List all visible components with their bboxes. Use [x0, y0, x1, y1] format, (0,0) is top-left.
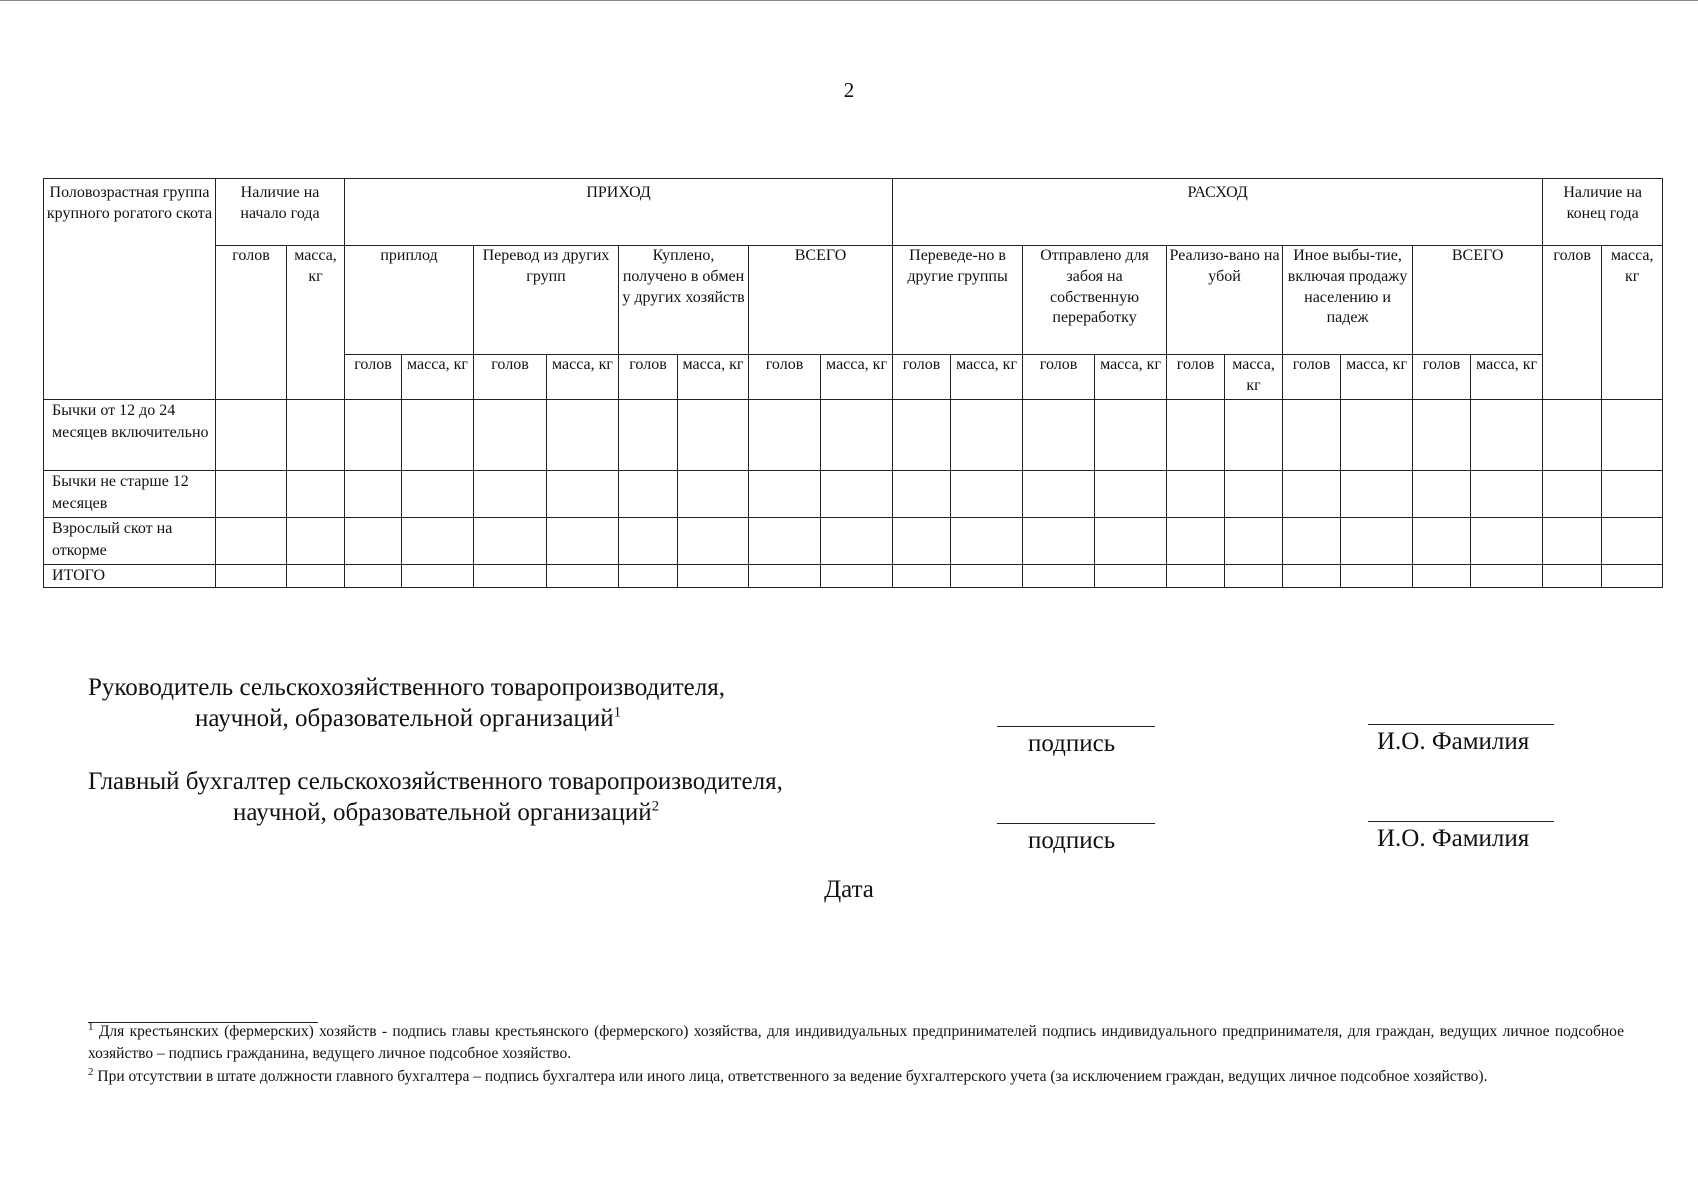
data-cell[interactable]	[474, 565, 547, 588]
data-cell[interactable]	[402, 471, 474, 518]
data-cell[interactable]	[345, 471, 402, 518]
data-cell[interactable]	[1023, 565, 1095, 588]
head-title	[88, 672, 908, 735]
data-cell[interactable]	[1341, 471, 1413, 518]
accountant-footnote-mark: 2	[651, 798, 660, 815]
header-income-birth: приплод	[345, 246, 474, 355]
header-golov: голов	[1413, 355, 1471, 400]
header-expense: РАСХОД	[893, 179, 1543, 246]
header-golov: голов	[345, 355, 402, 400]
accountant-title-line2: научной, образовательной организаций	[233, 799, 652, 827]
table-row	[44, 471, 1663, 518]
row-label: Бычки не старше 12 месяцев	[44, 471, 216, 518]
header-expense-slaughter: Отправлено для забоя на собственную переработку	[1023, 246, 1167, 355]
data-cell[interactable]	[216, 400, 287, 471]
header-massa: масса, кг	[547, 355, 619, 400]
data-cell[interactable]	[749, 518, 821, 565]
data-cell[interactable]	[1543, 518, 1602, 565]
row-label: Взрослый скот на откорме	[44, 518, 216, 565]
data-cell[interactable]	[893, 565, 951, 588]
data-cell[interactable]	[1023, 518, 1095, 565]
header-golov: голов	[1167, 355, 1225, 400]
data-cell[interactable]	[1023, 400, 1095, 471]
footnote-2-text: При отсутствии в штате должности главного бухгалтера – подпись бухгалтера или иного лица, ответственного за ведение бухгалтерского учета (за исключением граждан, ведущих личное подсобное хозяйство).	[93, 1068, 1488, 1086]
data-cell[interactable]	[1167, 518, 1225, 565]
header-start-massa: масса, кг	[287, 246, 345, 400]
table-row	[44, 518, 1663, 565]
data-cell[interactable]	[1225, 400, 1283, 471]
top-rule	[0, 0, 1698, 1]
data-cell[interactable]	[951, 400, 1023, 471]
data-cell[interactable]	[402, 565, 474, 588]
data-cell[interactable]	[1095, 518, 1167, 565]
accountant-title	[88, 766, 908, 829]
data-cell[interactable]	[1095, 565, 1167, 588]
header-income-bought: Куплено, получено в обмен у других хозяйств	[619, 246, 749, 355]
data-cell[interactable]	[1471, 565, 1543, 588]
header-massa: масса, кг	[1095, 355, 1167, 400]
accountant-name-caption: И.О. Фамилия	[1377, 825, 1530, 852]
data-cell[interactable]	[678, 565, 749, 588]
row-label: Бычки от 12 до 24 месяцев включительно	[44, 400, 216, 471]
data-cell[interactable]	[287, 518, 345, 565]
head-name-line[interactable]	[1368, 724, 1554, 725]
data-cell[interactable]	[1471, 471, 1543, 518]
data-cell[interactable]	[1167, 400, 1225, 471]
header-massa: масса, кг	[951, 355, 1023, 400]
data-cell[interactable]	[1471, 518, 1543, 565]
header-golov: голов	[1023, 355, 1095, 400]
data-cell[interactable]	[216, 471, 287, 518]
data-cell[interactable]	[1095, 400, 1167, 471]
data-cell[interactable]	[1167, 471, 1225, 518]
livestock-table-container	[43, 178, 1660, 588]
head-footnote-mark: 1	[613, 704, 622, 721]
data-cell[interactable]	[619, 518, 678, 565]
header-expense-transferred: Переведе-но в другие группы	[893, 246, 1023, 355]
head-signature-line[interactable]	[997, 726, 1155, 727]
footnote-2	[88, 1065, 1624, 1088]
header-end-massa: масса, кг	[1602, 246, 1663, 400]
data-cell[interactable]	[1095, 471, 1167, 518]
data-cell[interactable]	[287, 400, 345, 471]
data-cell[interactable]	[821, 518, 893, 565]
data-cell[interactable]	[821, 471, 893, 518]
data-cell[interactable]	[678, 471, 749, 518]
data-cell[interactable]	[1341, 565, 1413, 588]
data-cell[interactable]	[1283, 400, 1341, 471]
data-cell[interactable]	[1602, 400, 1663, 471]
header-income: ПРИХОД	[345, 179, 893, 246]
data-cell[interactable]	[1341, 518, 1413, 565]
data-cell[interactable]	[619, 565, 678, 588]
header-massa: масса, кг	[821, 355, 893, 400]
footnote-2-mark: 2	[88, 1066, 94, 1079]
header-income-transfer: Перевод из других групп	[474, 246, 619, 355]
data-cell[interactable]	[287, 565, 345, 588]
data-cell[interactable]	[893, 518, 951, 565]
data-cell[interactable]	[821, 565, 893, 588]
data-cell[interactable]	[678, 518, 749, 565]
header-massa: масса, кг	[1225, 355, 1283, 400]
header-income-total: ВСЕГО	[749, 246, 893, 355]
header-start-golov: голов	[216, 246, 287, 400]
header-golov: голов	[749, 355, 821, 400]
data-cell[interactable]	[1413, 471, 1471, 518]
data-cell[interactable]	[893, 471, 951, 518]
data-cell[interactable]	[547, 518, 619, 565]
header-expense-sold: Реализо-вано на убой	[1167, 246, 1283, 355]
data-cell[interactable]	[345, 400, 402, 471]
data-cell[interactable]	[1543, 400, 1602, 471]
data-cell[interactable]	[402, 400, 474, 471]
data-cell[interactable]	[287, 471, 345, 518]
data-cell[interactable]	[1602, 518, 1663, 565]
header-massa: масса, кг	[402, 355, 474, 400]
data-cell[interactable]	[1543, 471, 1602, 518]
header-start: Наличие на начало года	[216, 179, 345, 246]
data-cell[interactable]	[951, 518, 1023, 565]
data-cell[interactable]	[547, 565, 619, 588]
header-golov: голов	[474, 355, 547, 400]
data-cell[interactable]	[345, 518, 402, 565]
footnote-1-text: Для крестьянских (фермерских) хозяйств - подпись главы крестьянского (фермерского) хозяйства, для индивидуальных предпринимателей подпись индивидуального предпринимателя, для граждан, ведущих личное подсобное хозяйство – подпись гражданина, ведущего личное подсобное хозяйство.	[88, 1023, 1624, 1063]
data-cell[interactable]	[619, 471, 678, 518]
data-cell[interactable]	[1225, 565, 1283, 588]
accountant-signature-line[interactable]	[997, 823, 1155, 824]
footnotes	[88, 1020, 1624, 1088]
data-cell[interactable]	[216, 565, 287, 588]
data-cell[interactable]	[1341, 400, 1413, 471]
data-cell[interactable]	[1225, 471, 1283, 518]
data-cell[interactable]	[1413, 565, 1471, 588]
data-cell[interactable]	[951, 471, 1023, 518]
data-cell[interactable]	[474, 400, 547, 471]
data-cell[interactable]	[821, 400, 893, 471]
data-cell[interactable]	[1283, 471, 1341, 518]
data-cell[interactable]	[749, 565, 821, 588]
page-number: 2	[843, 78, 855, 102]
data-cell[interactable]	[678, 400, 749, 471]
header-massa: масса, кг	[678, 355, 749, 400]
data-cell[interactable]	[1413, 518, 1471, 565]
header-massa: масса, кг	[1341, 355, 1413, 400]
header-end: Наличие на конец года	[1543, 179, 1663, 246]
data-cell[interactable]	[1283, 518, 1341, 565]
data-cell[interactable]	[893, 400, 951, 471]
head-title-line2-wrap	[88, 703, 908, 734]
data-cell[interactable]	[1413, 400, 1471, 471]
livestock-movement-table	[43, 178, 1663, 588]
header-golov: голов	[619, 355, 678, 400]
header-group: Половозрастная группа крупного рогатого скота	[44, 179, 216, 400]
header-massa: масса, кг	[1471, 355, 1543, 400]
data-cell[interactable]	[345, 565, 402, 588]
table-row-total	[44, 565, 1663, 588]
header-expense-other: Иное выбы-тие, включая продажу населению и падеж	[1283, 246, 1413, 355]
accountant-name-line[interactable]	[1368, 821, 1554, 822]
data-cell[interactable]	[1023, 471, 1095, 518]
data-cell[interactable]	[547, 471, 619, 518]
data-cell[interactable]	[749, 400, 821, 471]
data-cell[interactable]	[474, 471, 547, 518]
data-cell[interactable]	[1602, 471, 1663, 518]
head-name-caption: И.О. Фамилия	[1377, 728, 1530, 755]
data-cell[interactable]	[474, 518, 547, 565]
row-label-total: ИТОГО	[44, 565, 216, 588]
footnote-1	[88, 1020, 1624, 1065]
header-golov: голов	[1283, 355, 1341, 400]
accountant-title-line1: Главный бухгалтер сельскохозяйственного товаропроизводителя,	[88, 768, 783, 795]
head-title-line1: Руководитель сельскохозяйственного товаропроизводителя,	[88, 674, 725, 701]
date-label: Дата	[824, 876, 874, 903]
footnote-1-mark: 1	[88, 1021, 94, 1033]
header-end-golov: голов	[1543, 246, 1602, 400]
data-cell[interactable]	[402, 518, 474, 565]
data-cell[interactable]	[1602, 565, 1663, 588]
data-cell[interactable]	[1225, 518, 1283, 565]
data-cell[interactable]	[1167, 565, 1225, 588]
header-expense-total: ВСЕГО	[1413, 246, 1543, 355]
data-cell[interactable]	[749, 471, 821, 518]
head-title-line2: научной, образовательной организаций	[195, 705, 614, 733]
data-cell[interactable]	[1471, 400, 1543, 471]
accountant-signature-caption: подпись	[1028, 827, 1116, 854]
data-cell[interactable]	[1283, 565, 1341, 588]
data-cell[interactable]	[619, 400, 678, 471]
header-golov: голов	[893, 355, 951, 400]
table-row	[44, 400, 1663, 471]
accountant-title-line2-wrap	[88, 797, 908, 828]
data-cell[interactable]	[547, 400, 619, 471]
data-cell[interactable]	[216, 518, 287, 565]
head-signature-caption: подпись	[1028, 730, 1116, 757]
data-cell[interactable]	[1543, 565, 1602, 588]
data-cell[interactable]	[951, 565, 1023, 588]
